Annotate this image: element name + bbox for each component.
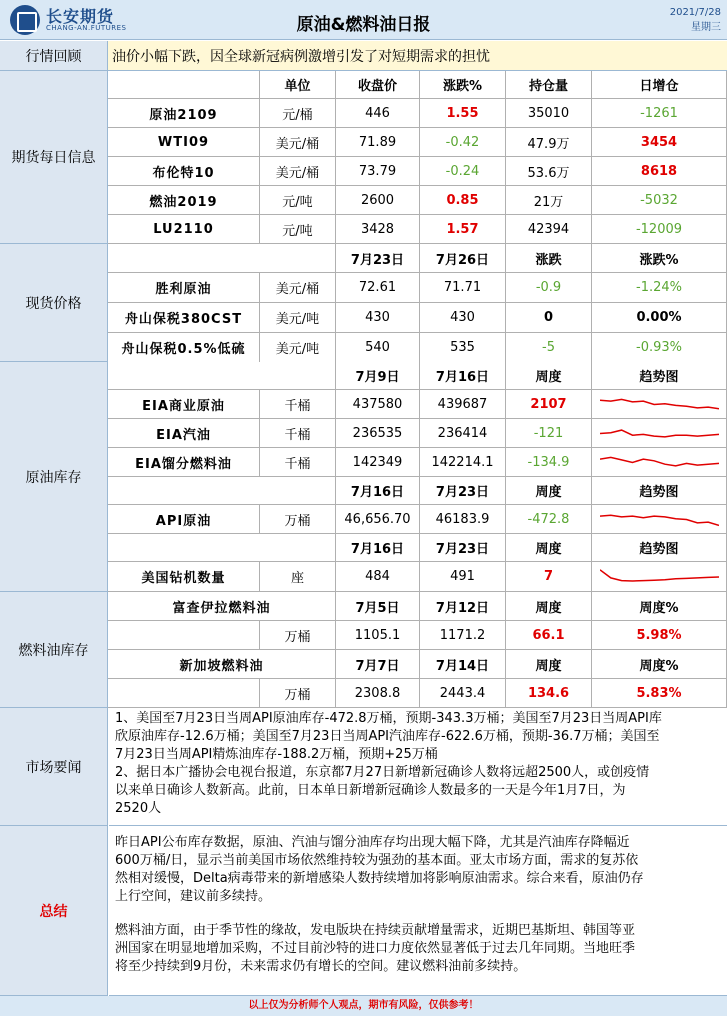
fuel-unit: 万桶 — [260, 679, 336, 708]
fuel-stock-label: 燃料油库存 — [0, 592, 108, 708]
spot-price-day2: 430 — [420, 303, 506, 333]
fuel-column-header: 7月5日 — [336, 592, 420, 621]
futures-close: 2600 — [336, 186, 420, 215]
fuel-value-curr: 2443.4 — [420, 679, 506, 708]
trend-sparkline — [600, 510, 719, 529]
futures-close: 3428 — [336, 215, 420, 244]
fuel-stock-name: 新加坡燃料油 — [108, 650, 336, 679]
stock-column-header: 7月9日 — [336, 362, 420, 390]
futures-open-interest: 53.6万 — [506, 157, 592, 186]
summary-line: 将至少持续到9月份，未来需求仍有增长的空间。建议燃料油前多续持。 — [115, 959, 527, 974]
futures-change-pct: 1.57 — [420, 215, 506, 244]
stock-column-header: 周度 — [506, 477, 592, 505]
stock-column-header: 7月16日 — [336, 534, 420, 562]
spot-column-header: 涨跌 — [506, 244, 592, 273]
stock-column-header: 周度 — [506, 534, 592, 562]
spot-price-day1: 540 — [336, 333, 420, 363]
futures-column-header: 持仓量 — [506, 71, 592, 99]
stock-column-header: 7月16日 — [336, 477, 420, 505]
trend-sparkline — [600, 567, 719, 587]
news-line: 欣原油库存-12.6万桶；美国至7月23日当周API汽油库存-622.6万桶，预期-36.7万桶；美国至 — [115, 729, 660, 744]
stock-unit: 万桶 — [260, 505, 336, 534]
futures-close: 73.79 — [336, 157, 420, 186]
futures-column-header: 日增仓 — [592, 71, 727, 99]
futures-contract-name: WTI09 — [108, 128, 260, 157]
futures-change-pct: 1.55 — [420, 99, 506, 128]
stock-column-header: 7月16日 — [420, 362, 506, 390]
news-text — [109, 708, 727, 826]
summary-line: 600万桶/日，显示当前美国市场依然维持较为强劲的基本面。亚太市场方面，需求的复苏依 — [115, 853, 639, 868]
summary-line: 昨日API公布库存数据，原油、汽油与馏分油库存均出现大幅下降，尤其是汽油库存降幅近 — [115, 835, 630, 850]
stock-unit: 千桶 — [260, 448, 336, 477]
trend-line — [600, 430, 719, 437]
spot-unit: 美元/吨 — [260, 333, 336, 363]
logo-en: CHANG-AN.FUTURES — [46, 24, 127, 32]
stock-item-name: EIA馏分燃料油 — [108, 448, 260, 477]
stock-weekly-change: -121 — [506, 419, 592, 448]
stock-value-curr: 142214.1 — [420, 448, 506, 477]
spot-price-day1: 72.61 — [336, 273, 420, 303]
stock-header-blank — [108, 362, 336, 390]
news-line: 以来单日确诊人数新高。此前，日本单日新增新冠确诊人数最多的一天是今年1月7日，为 — [115, 783, 626, 798]
stock-weekly-change: 2107 — [506, 390, 592, 419]
futures-unit: 元/吨 — [260, 186, 336, 215]
futures-change-pct: -0.42 — [420, 128, 506, 157]
trend-sparkline — [600, 453, 719, 472]
fuel-weekly-change: 66.1 — [506, 621, 592, 650]
spot-column-header: 7月26日 — [420, 244, 506, 273]
trend-line — [600, 570, 719, 581]
futures-unit: 美元/桶 — [260, 128, 336, 157]
summary-text — [109, 826, 727, 996]
futures-open-interest: 47.9万 — [506, 128, 592, 157]
spot-product-name: 胜利原油 — [108, 273, 260, 303]
summary-line: 上行空间，建议前多续持。 — [115, 889, 272, 904]
spot-change: -0.9 — [506, 273, 592, 303]
date-text: 2021/7/28 — [669, 7, 721, 18]
fuel-blank — [108, 621, 260, 650]
spot-column-header: 7月23日 — [336, 244, 420, 273]
stock-header-blank — [108, 534, 336, 562]
futures-oi-change: 8618 — [592, 157, 727, 186]
stock-column-header: 7月23日 — [420, 534, 506, 562]
fuel-value-curr: 1171.2 — [420, 621, 506, 650]
news-line: 2520人 — [115, 801, 162, 816]
stock-value-curr: 491 — [420, 562, 506, 592]
trend-line — [600, 515, 719, 525]
futures-unit: 元/吨 — [260, 215, 336, 244]
stock-column-header: 趋势图 — [592, 534, 727, 562]
news-line: 1、美国至7月23日当周API原油库存-472.8万桶，预期-343.3万桶；美国至7月23日当周API库 — [115, 711, 662, 726]
futures-contract-name: LU2110 — [108, 215, 260, 244]
stock-item-name: 美国钻机数量 — [108, 562, 260, 592]
futures-oi-change: 3454 — [592, 128, 727, 157]
stock-value-prev: 437580 — [336, 390, 420, 419]
news-label: 市场要闻 — [0, 708, 108, 826]
fuel-column-header: 7月12日 — [420, 592, 506, 621]
stock-column-header: 趋势图 — [592, 362, 727, 390]
summary-label: 总结 — [0, 826, 108, 996]
disclaimer-footer: 以上仅为分析师个人观点，期市有风险，仅供参考！ — [0, 996, 727, 1016]
spot-unit: 美元/桶 — [260, 273, 336, 303]
stock-item-name: API原油 — [108, 505, 260, 534]
fuel-value-prev: 2308.8 — [336, 679, 420, 708]
stock-value-curr: 236414 — [420, 419, 506, 448]
crude-stock-label: 原油库存 — [0, 362, 108, 592]
spot-price-day2: 71.71 — [420, 273, 506, 303]
news-line: 7月23日当周API精炼油库存-188.2万桶，预期+25万桶 — [115, 747, 438, 762]
stock-unit: 千桶 — [260, 390, 336, 419]
futures-contract-name: 原油2109 — [108, 99, 260, 128]
stock-value-prev: 46,656.70 — [336, 505, 420, 534]
stock-value-prev: 142349 — [336, 448, 420, 477]
fuel-stock-name: 富查伊拉燃料油 — [108, 592, 336, 621]
fuel-value-prev: 1105.1 — [336, 621, 420, 650]
futures-open-interest: 42394 — [506, 215, 592, 244]
fuel-column-header: 周度 — [506, 592, 592, 621]
spot-price-day1: 430 — [336, 303, 420, 333]
stock-column-header: 趋势图 — [592, 477, 727, 505]
futures-change-pct: -0.24 — [420, 157, 506, 186]
spot-price-day2: 535 — [420, 333, 506, 363]
fuel-column-header: 周度 — [506, 650, 592, 679]
fuel-column-header: 周度% — [592, 592, 727, 621]
futures-unit: 元/桶 — [260, 99, 336, 128]
stock-unit: 千桶 — [260, 419, 336, 448]
fuel-column-header: 7月14日 — [420, 650, 506, 679]
futures-header-blank — [108, 71, 260, 99]
futures-close: 71.89 — [336, 128, 420, 157]
report-title: 原油&燃料油日报 — [296, 15, 431, 35]
stock-column-header: 7月23日 — [420, 477, 506, 505]
stock-column-header: 周度 — [506, 362, 592, 390]
stock-item-name: EIA汽油 — [108, 419, 260, 448]
stock-value-prev: 484 — [336, 562, 420, 592]
spot-change: 0 — [506, 303, 592, 333]
stock-item-name: EIA商业原油 — [108, 390, 260, 419]
fuel-unit: 万桶 — [260, 621, 336, 650]
stock-unit: 座 — [260, 562, 336, 592]
review-label: 行情回顾 — [0, 41, 108, 71]
futures-open-interest: 21万 — [506, 186, 592, 215]
fuel-blank — [108, 679, 260, 708]
review-text: 油价小幅下跌，因全球新冠病例激增引发了对短期需求的担忧 — [108, 41, 727, 71]
stock-weekly-change: -472.8 — [506, 505, 592, 534]
spot-change-pct: -1.24% — [592, 273, 727, 303]
futures-label: 期货每日信息 — [0, 71, 108, 244]
logo-cn: 长安期货 — [46, 7, 115, 26]
fuel-weekly-pct: 5.83% — [592, 679, 727, 708]
stock-header-blank — [108, 477, 336, 505]
fuel-column-header: 7月7日 — [336, 650, 420, 679]
stock-value-curr: 439687 — [420, 390, 506, 419]
fuel-column-header: 周度% — [592, 650, 727, 679]
spot-product-name: 舟山保税380CST — [108, 303, 260, 333]
futures-contract-name: 布伦特10 — [108, 157, 260, 186]
futures-unit: 美元/桶 — [260, 157, 336, 186]
spot-column-header: 涨跌% — [592, 244, 727, 273]
stock-weekly-change: 7 — [506, 562, 592, 592]
summary-line: 洲国家在明显地增加采购，不过目前沙特的进口力度依然显著低于过去几年同期。当地旺季 — [115, 941, 636, 956]
spot-change: -5 — [506, 333, 592, 363]
futures-close: 446 — [336, 99, 420, 128]
stock-value-curr: 46183.9 — [420, 505, 506, 534]
futures-change-pct: 0.85 — [420, 186, 506, 215]
futures-oi-change: -5032 — [592, 186, 727, 215]
stock-weekly-change: -134.9 — [506, 448, 592, 477]
trend-line — [600, 399, 719, 408]
report-date — [670, 5, 721, 35]
futures-oi-change: -1261 — [592, 99, 727, 128]
fuel-weekly-pct: 5.98% — [592, 621, 727, 650]
spot-header-blank — [108, 244, 336, 273]
spot-unit: 美元/吨 — [260, 303, 336, 333]
trend-sparkline — [600, 424, 719, 443]
stock-value-prev: 236535 — [336, 419, 420, 448]
trend-line — [600, 457, 719, 466]
spot-change-pct: -0.93% — [592, 333, 727, 363]
trend-sparkline — [600, 395, 719, 414]
futures-column-header: 收盘价 — [336, 71, 420, 99]
futures-contract-name: 燃油2019 — [108, 186, 260, 215]
report-header — [0, 0, 727, 40]
summary-line: 然相对缓慢，Delta病毒带来的新增感染人数持续增加将影响原油需求。综合来看，原油仍存 — [115, 871, 644, 886]
futures-oi-change: -12009 — [592, 215, 727, 244]
news-line: 2、据日本广播协会电视台报道，东京都7月27日新增新冠确诊人数将远超2500人，或创疫情 — [115, 765, 650, 780]
spot-product-name: 舟山保税0.5%低硫 — [108, 333, 260, 363]
futures-column-header: 单位 — [260, 71, 336, 99]
spot-label: 现货价格 — [0, 244, 108, 362]
weekday-text: 星期三 — [691, 22, 721, 33]
futures-column-header: 涨跌% — [420, 71, 506, 99]
summary-line: 燃料油方面，由于季节性的缘故，发电版块在持续贡献增量需求，近期巴基斯坦、韩国等亚 — [115, 923, 636, 938]
futures-open-interest: 35010 — [506, 99, 592, 128]
spot-change-pct: 0.00% — [592, 303, 727, 333]
fuel-weekly-change: 134.6 — [506, 679, 592, 708]
